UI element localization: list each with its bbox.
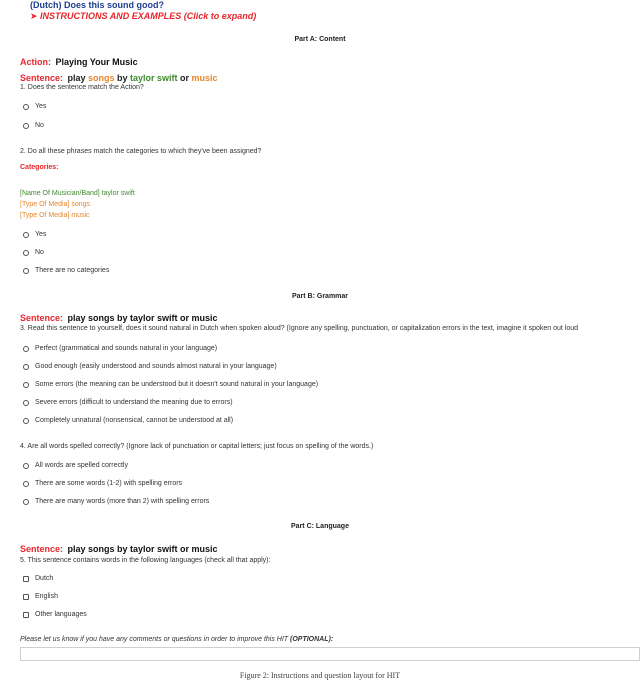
option-label: Completely unnatural (nonsensical, cannot be understood at all) — [35, 417, 234, 424]
radio-button[interactable] — [23, 250, 29, 256]
option-label: No — [35, 249, 44, 256]
q3-option-some-errors[interactable] — [23, 381, 318, 388]
q2-option-no[interactable] — [23, 249, 44, 256]
option-label: English — [35, 593, 58, 600]
checkbox[interactable] — [23, 594, 29, 600]
sentence-label: Sentence: — [20, 544, 64, 554]
part-c-heading: Part C: Language — [291, 523, 349, 530]
radio-button[interactable] — [23, 418, 29, 424]
radio-button[interactable] — [23, 481, 29, 487]
q3-option-severe-errors[interactable] — [23, 399, 233, 406]
question-2: 2. Do all these phrases match the categories to which they've been assigned? — [20, 148, 262, 155]
part-a-heading: Part A: Content — [294, 36, 346, 43]
q5-option-english[interactable] — [23, 593, 58, 600]
q2-option-yes[interactable] — [23, 231, 46, 238]
q1-option-no[interactable] — [23, 122, 44, 129]
radio-button[interactable] — [23, 364, 29, 370]
categories-label: Categories: — [20, 164, 59, 171]
category-item: [Name Of Musician/Band] taylor swift — [20, 190, 135, 197]
q4-option-many-errors[interactable] — [23, 498, 209, 505]
action-label: Action: — [20, 57, 51, 67]
action-value: Playing Your Music — [55, 57, 138, 67]
option-label: Dutch — [35, 575, 54, 582]
checkbox[interactable] — [23, 576, 29, 582]
figure-caption: Figure 2: Instructions and question layout for HIT — [239, 671, 401, 680]
radio-button[interactable] — [23, 232, 29, 238]
sentence-line-c — [20, 539, 218, 557]
q3-option-unnatural[interactable] — [23, 417, 233, 424]
sentence-text: play songs by taylor swift or music — [67, 313, 218, 323]
q5-option-dutch[interactable] — [23, 575, 53, 582]
option-label: There are no categories — [35, 267, 110, 274]
radio-button[interactable] — [23, 123, 29, 129]
sentence-token: or — [177, 73, 190, 83]
sentence-tokens — [67, 73, 217, 83]
comments-label-optional: (OPTIONAL): — [290, 636, 334, 643]
option-label: Yes — [35, 103, 47, 110]
question-5: 5. This sentence contains words in the following languages (check all that apply): — [20, 557, 271, 564]
option-label: There are many words (more than 2) with spelling errors — [35, 498, 210, 505]
sentence-token: taylor swift — [127, 73, 178, 83]
option-label: Severe errors (difficult to understand the meaning due to errors) — [35, 399, 233, 406]
q4-option-all-correct[interactable] — [23, 462, 128, 469]
question-4: 4. Are all words spelled correctly? (Ignore lack of punctuation or capital letters; just focus on spelling of the words.) — [20, 443, 374, 450]
part-b-heading: Part B: Grammar — [291, 293, 349, 300]
q1-option-yes[interactable] — [23, 103, 46, 110]
comments-textarea[interactable] — [20, 647, 640, 661]
category-item: [Type Of Media] songs — [20, 201, 91, 208]
radio-button[interactable] — [23, 382, 29, 388]
radio-button[interactable] — [23, 499, 29, 505]
comments-label-text: Please let us know if you have any comments or questions in order to improve this HIT — [20, 636, 291, 643]
option-label: Good enough (easily understood and sounds almost natural in your language) — [35, 363, 277, 370]
option-label: Other languages — [35, 611, 87, 618]
sentence-label: Sentence: — [20, 313, 64, 323]
sentence-text: play songs by taylor swift or music — [67, 544, 218, 554]
sentence-token: by — [114, 73, 128, 83]
radio-button[interactable] — [23, 104, 29, 110]
q2-option-no-categories[interactable] — [23, 267, 109, 274]
comments-label — [20, 636, 333, 643]
instructions-expand-link[interactable]: ➤ INSTRUCTIONS AND EXAMPLES (Click to expand) — [30, 11, 257, 21]
q3-option-perfect[interactable] — [23, 345, 217, 352]
question-3: 3. Read this sentence to yourself, does it sound natural in Dutch when spoken aloud? (Ignore any spelling, punctuation, or capitalization errors in the text, imagine it spoken out loud — [20, 325, 579, 332]
category-item: [Type Of Media] music — [20, 212, 90, 219]
radio-button[interactable] — [23, 463, 29, 469]
sentence-token: music — [189, 73, 218, 83]
radio-button[interactable] — [23, 400, 29, 406]
option-label: All words are spelled correctly — [35, 462, 128, 469]
q4-option-some-errors[interactable] — [23, 480, 182, 487]
hit-title: (Dutch) Does this sound good? — [30, 0, 164, 10]
option-label: No — [35, 122, 44, 129]
q3-option-good-enough[interactable] — [23, 363, 277, 370]
checkbox[interactable] — [23, 612, 29, 618]
option-label: There are some words (1-2) with spelling errors — [35, 480, 183, 487]
radio-button[interactable] — [23, 268, 29, 274]
sentence-token: songs — [85, 73, 115, 83]
option-label: Some errors (the meaning can be understood but it doesn't sound natural in your language) — [35, 381, 319, 388]
q5-option-other[interactable] — [23, 611, 87, 618]
sentence-line-b — [20, 308, 218, 326]
sentence-label: Sentence: — [20, 73, 64, 83]
option-label: Yes — [35, 231, 47, 238]
question-1: 1. Does the sentence match the Action? — [20, 84, 144, 91]
sentence-token: play — [67, 73, 86, 83]
radio-button[interactable] — [23, 346, 29, 352]
option-label: Perfect (grammatical and sounds natural in your language) — [35, 345, 218, 352]
